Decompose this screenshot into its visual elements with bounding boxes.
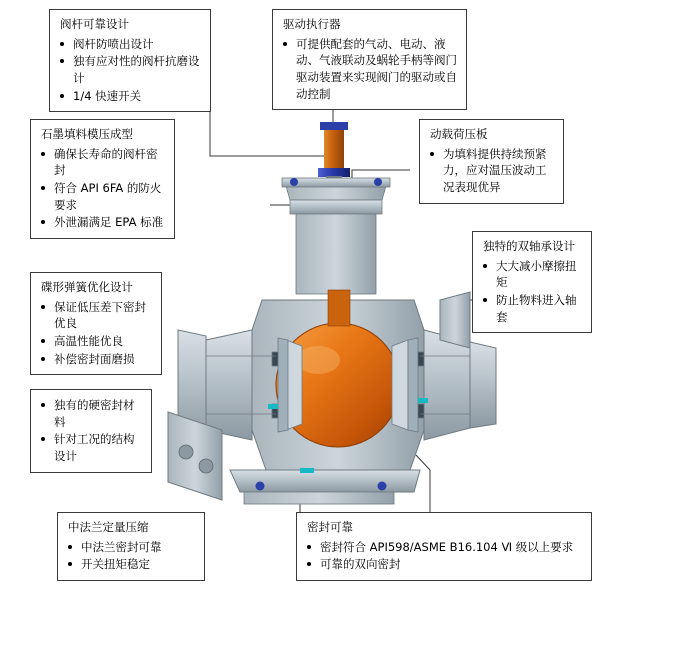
callout-seal-reliable (296, 512, 592, 581)
list-item: 开关扭矩稳定 (66, 556, 196, 573)
callout-items (281, 36, 458, 103)
callout-live-load-plate (419, 119, 564, 204)
callout-title: 动载荷压板 (430, 127, 488, 141)
list-item: 高温性能优良 (39, 333, 153, 350)
callout-title: 中法兰定量压缩 (68, 520, 149, 534)
list-item: 阀杆防喷出设计 (58, 36, 202, 53)
callout-middle-flange (57, 512, 205, 581)
callout-items (428, 146, 555, 196)
callout-title: 驱动执行器 (283, 17, 341, 31)
list-item: 1/4 快速开关 (58, 88, 202, 105)
list-item: 独有应对性的阀杆抗磨设计 (58, 53, 202, 86)
callout-items (305, 539, 583, 573)
callout-items (66, 539, 196, 573)
callout-title: 独特的双轴承设计 (483, 239, 575, 253)
list-item: 为填料提供持续预紧力，应对温压波动工况表现优异 (428, 146, 555, 196)
callout-items (58, 36, 202, 105)
list-item: 大大减小摩擦扭矩 (481, 258, 583, 291)
list-item: 符合 API 6FA 的防火要求 (39, 180, 166, 213)
list-item: 防止物料进入轴套 (481, 292, 583, 325)
callout-actuator (272, 9, 467, 110)
callout-stem-reliability (49, 9, 211, 112)
list-item: 中法兰密封可靠 (66, 539, 196, 556)
list-item: 确保长寿命的阀杆密封 (39, 146, 166, 179)
callout-items (39, 146, 166, 231)
list-item: 可靠的双向密封 (305, 556, 583, 573)
callout-title: 碟形弹簧优化设计 (41, 280, 133, 294)
list-item: 补偿密封面磨损 (39, 351, 153, 368)
list-item: 独有的硬密封材料 (39, 397, 143, 430)
list-item: 针对工况的结构设计 (39, 431, 143, 464)
list-item: 密封符合 API598/ASME B16.104 Ⅵ 级以上要求 (305, 539, 583, 556)
list-item: 保证低压差下密封优良 (39, 299, 153, 332)
callout-graphite-packing (30, 119, 175, 239)
list-item: 外泄漏满足 EPA 标准 (39, 214, 166, 231)
list-item: 可提供配套的气动、电动、液动、气液联动及蜗轮手柄等阀门驱动装置来实现阀门的驱动或自动控制 (281, 36, 458, 103)
callout-double-bearing (472, 231, 592, 333)
callout-title: 阀杆可靠设计 (60, 17, 129, 31)
callout-title: 密封可靠 (307, 520, 353, 534)
callout-disc-spring (30, 272, 162, 375)
callout-title: 石墨填料模压成型 (41, 127, 133, 141)
callout-hard-seal (30, 389, 152, 473)
callout-items (39, 397, 143, 465)
callout-items (39, 299, 153, 368)
callout-items (481, 258, 583, 326)
